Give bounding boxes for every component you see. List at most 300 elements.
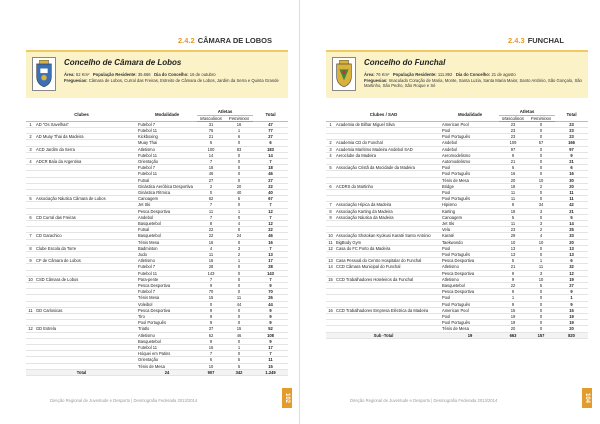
male-count: 4 [197,245,225,251]
info-box [326,50,588,98]
row-total: 46 [253,233,288,239]
female-count: 0 [225,282,253,288]
female-count: 0 [527,214,555,220]
male-count: 76 [197,127,225,133]
male-count: 22 [197,233,225,239]
male-count: 62 [197,196,225,202]
female-count: 11 [527,264,555,270]
male-count: 9 [197,338,225,344]
male-count: 16 [499,171,527,177]
row-total: 9 [555,301,588,307]
female-count: 0 [527,307,555,313]
male-count: 19 [499,314,527,320]
club-name: ACDRS do Martinho [335,183,441,189]
modality: Basquetebol [137,233,197,239]
male-count: 15 [197,295,225,301]
section-number: 2.4.3 [508,36,525,45]
female-count: 1 [225,127,253,133]
female-count: 5 [527,282,555,288]
female-count: 2 [527,227,555,233]
female-count: 0 [225,307,253,313]
club-name: CD Curral das Freiras [35,214,137,220]
male-count: 16 [197,239,225,245]
row-index: 12 [26,326,35,332]
coat-of-arms-icon [332,57,356,91]
female-count: 0 [225,314,253,320]
male-count: 9 [197,282,225,288]
female-count: 0 [527,295,555,301]
modality: Ténis de Mesa [441,326,499,332]
coat-of-arms-icon [32,57,56,91]
male-count: 21 [499,158,527,164]
modality: Canoagem [441,214,499,220]
total-row [326,332,588,338]
female-count: 0 [527,121,555,127]
female-count: 0 [225,202,253,208]
female-count: 5 [225,363,253,369]
header-male: Masculinos [197,115,225,121]
row-total: 19 [555,314,588,320]
modality: Vela [441,227,499,233]
row-total: 9 [555,289,588,295]
male-count: 23 [499,227,527,233]
female-count: 46 [225,332,253,338]
male-count: 8 [499,202,527,208]
row-index: 2 [326,140,335,146]
club-name: AD "Os Xavelhas" [35,121,137,127]
male-count: 9 [499,289,527,295]
male-count: 9 [197,320,225,326]
modality: Hóquei em Patins [137,351,197,357]
male-count: 97 [499,146,527,152]
row-total: 21 [555,208,588,214]
male-count: 9 [197,314,225,320]
row-total: 7 [253,214,288,220]
female-count: 5 [225,357,253,363]
modality: Futebol 11 [137,270,197,276]
modality: Canoagem [137,196,197,202]
page-number: 102 [282,388,292,408]
modality: Pesca Desportiva [137,282,197,288]
modality: Automodelismo [441,158,499,164]
row-total: 183 [253,146,288,152]
female-count: 4 [225,220,253,226]
row-total: 21 [555,158,588,164]
row-index: 11 [26,307,35,313]
male-count: 9 [499,152,527,158]
row-index: 5 [326,165,335,171]
header-modality: Modalidade [137,108,197,121]
row-index: 13 [326,258,335,264]
male-count: 37 [197,326,225,332]
male-count: 7 [197,214,225,220]
row-total: 77 [253,127,288,133]
female-count: 3 [527,208,555,214]
female-count: 2 [527,183,555,189]
row-total: 22 [253,227,288,233]
modality: Hipismo [441,202,499,208]
modality: Atletismo [441,276,499,282]
female-count: 0 [225,158,253,164]
row-index: 4 [26,158,35,164]
modality: Pesca Desportiva [441,289,499,295]
male-count: 109 [499,140,527,146]
female-count: 0 [527,189,555,195]
club-name: Associação Náutica Câmara de Lobos [35,196,137,202]
male-count: 18 [197,165,225,171]
row-total: 7 [253,245,288,251]
row-total: 14 [555,220,588,226]
row-total: 18 [253,165,288,171]
row-total: 46 [253,171,288,177]
box-title: Concelho de Câmara de Lobos [64,58,182,67]
modality: Kickboxing [137,134,197,140]
modality: Ginástica Rítmica [137,189,197,195]
male-count: 7 [197,351,225,357]
female-count: 0 [527,171,555,177]
footer-text: Direção Regional de Juventude e Desporto | Desmografia Federada 2013/2014 [50,398,198,403]
modality: American Pool [441,307,499,313]
row-index: 10 [326,233,335,239]
modality: Futebol 7 [137,264,197,270]
male-count: 11 [197,251,225,257]
female-count: 1 [527,258,555,264]
male-count: 5 [499,214,527,220]
row-total: 12 [253,208,288,214]
modality: Pool Português [441,320,499,326]
row-total: 22 [253,183,288,189]
club-name: CCD Câmara Municipal do Funchal [335,264,441,270]
female-count: 34 [527,202,555,208]
female-count: 5 [225,196,253,202]
row-total: 30 [555,177,588,183]
page-number: 104 [582,388,592,408]
female-count: 0 [225,270,253,276]
row-index: 10 [26,276,35,282]
row-index: 11 [326,239,335,245]
modality: Atletismo [137,146,197,152]
row-total: 19 [555,320,588,326]
row-total: 9 [253,307,288,313]
modality: Aeromodelismo [441,152,499,158]
male-count: 20 [499,177,527,183]
row-index: 6 [326,183,335,189]
header-modality: Modalidade [441,108,499,121]
modality: Futebol 11 [137,345,197,351]
total-label: Sub -Total [326,332,441,338]
male-count: 20 [499,326,527,332]
club-name: GD Carlosicas [35,307,137,313]
male-count: 46 [197,171,225,177]
modality: Pool Português [441,134,499,140]
male-count: 11 [499,189,527,195]
row-total: 27 [253,177,288,183]
modality: Andebol [441,146,499,152]
row-total: 40 [253,189,288,195]
row-total: 13 [555,245,588,251]
row-index: 8 [326,208,335,214]
male-count: 5 [499,258,527,264]
section-number: 2.4.2 [178,36,195,45]
modality: Voleibol [137,301,197,307]
row-index: 6 [26,214,35,220]
row-total: 16 [253,239,288,245]
modality: Pool [441,295,499,301]
modality: Futebol 7 [137,121,197,127]
row-total: 13 [253,251,288,257]
row-index: 7 [326,202,335,208]
club-count: 24 [137,369,197,375]
row-index: 4 [326,152,335,158]
female-count: 10 [527,177,555,183]
modality: Pesca Desportiva [441,270,499,276]
male-count: 11 [197,208,225,214]
row-index: 3 [326,146,335,152]
modality: Pool [441,189,499,195]
male-count: 70 [197,289,225,295]
row-total: 11 [253,357,288,363]
row-total: 26 [253,295,288,301]
male-count: 13 [499,245,527,251]
row-total: 1 [555,295,588,301]
row-total: 42 [555,202,588,208]
row-total: 6 [555,165,588,171]
male-count: 23 [499,127,527,133]
row-total: 11 [555,196,588,202]
male-count: 15 [499,307,527,313]
male-count: 6 [499,165,527,171]
row-total: 70 [253,289,288,295]
modality: Basquetebol [441,282,499,288]
female-count: 15 [225,326,253,332]
male-count: 62 [197,332,225,338]
male-count: 19 [499,320,527,326]
info-stats: Área: 52 Km² População Residente: 35.666 Dia do Concelho: 16 de outubro [64,72,216,77]
row-total: 16 [555,171,588,177]
club-name: ADCR Baía da Argentina [35,158,137,164]
club-name: CF de Câmara de Lobos [35,258,137,264]
female-count: 6 [225,134,253,140]
male-count: 0 [197,189,225,195]
row-total: 23 [555,127,588,133]
male-count: 28 [197,264,225,270]
row-total: 32 [555,264,588,270]
male-count: 0 [197,301,225,307]
modality: American Pool [441,121,499,127]
club-count: 19 [441,332,499,338]
club-name: Casa Pessoal do Centro Hospitalar do Funchal [335,258,441,264]
female-count: 10 [527,276,555,282]
female-count: 0 [527,152,555,158]
modality: Bridge [441,183,499,189]
row-index: 15 [326,276,335,282]
row-total: 25 [555,227,588,233]
male-count: 9 [499,276,527,282]
male-count: 9 [197,307,225,313]
female-count: 0 [225,351,253,357]
row-total: 9 [555,152,588,158]
row-total: 17 [253,345,288,351]
modality: Karaté [441,233,499,239]
row-total: 12 [253,220,288,226]
section-title: FUNCHAL [527,36,564,45]
male-count: 7 [197,276,225,282]
modality: Pool Português [441,171,499,177]
male-count: 14 [197,152,225,158]
right-page [300,0,600,424]
row-total: 28 [253,264,288,270]
info-stats: Área: 76 Km² População Residente: 111.892 Dia do Concelho: 21 de agosto [364,72,516,77]
modality: Orientação [137,357,197,363]
male-count: 16 [197,258,225,264]
male-count: 13 [499,251,527,257]
modality: Pool Português [137,320,197,326]
box-title: Concelho do Funchal [364,58,446,67]
club-name: ACD Jardim da Serra [35,146,137,152]
male-count: 23 [499,134,527,140]
club-name: AD Muay Thai da Madeira [35,134,137,140]
section-heading [178,36,272,45]
female-count: 1 [225,345,253,351]
male-count: 23 [499,121,527,127]
row-total: 20 [555,183,588,189]
female-count: 0 [225,171,253,177]
female-count: 11 [225,295,253,301]
row-total: 9 [253,314,288,320]
modality: Basquetebol [137,220,197,226]
female-total: 342 [225,369,253,375]
row-index: 16 [326,307,335,313]
modality: Ténis Mesa [137,239,197,245]
female-count: 0 [225,264,253,270]
info-parishes: Freguesias: Imaculado Coração de Maria, Monte, Santa Luzia, Santa Maria Maior, Santo António, São Gonçalo, São Martinho, São Pedro, São Roque e Sé [364,78,582,89]
male-count: 1 [499,295,527,301]
female-count: 0 [527,251,555,257]
female-count: 0 [527,158,555,164]
male-count: 6 [197,140,225,146]
footer-text: Direção Regional de Juventude e Desporto | Desmografia Federada 2013/2014 [350,398,498,403]
female-count: 10 [527,239,555,245]
club-name: CSD Câmara de Lobos [35,276,137,282]
club-name: Associação Hípica da Madeira [335,202,441,208]
row-total: 23 [555,121,588,127]
modality: Pesca Desportiva [137,208,197,214]
row-total: 5 [555,214,588,220]
modality: Andebol [441,140,499,146]
club-name: Casa do FC Porto da Madeira [335,245,441,251]
female-count: 0 [527,314,555,320]
male-count: 18 [499,183,527,189]
male-count: 11 [499,196,527,202]
row-total: 143 [253,270,288,276]
row-index: 9 [326,214,335,220]
modality: Jet Ski [137,202,197,208]
female-count: 0 [527,289,555,295]
club-name: Associação Cristã da Mocidade da Madeira [335,165,441,171]
female-count: 0 [225,227,253,233]
header-female: Femininos [225,115,253,121]
male-count: 2 [197,183,225,189]
club-name: CCD Trabalhadores Empresa Eléctrica da Madeira [335,307,441,313]
header-female: Femininos [527,115,555,121]
row-total: 27 [555,282,588,288]
row-index: 9 [26,258,35,264]
grand-total: 1.249 [253,369,288,375]
row-index: 2 [26,134,35,140]
male-count: 16 [197,345,225,351]
male-count: 6 [197,357,225,363]
modality: Pool [441,165,499,171]
row-index: 12 [326,245,335,251]
male-count: 22 [197,227,225,233]
row-total: 20 [555,239,588,245]
male-count: 11 [499,220,527,226]
club-name: Associação Shotokan Kyokusi Karaté Santo António [335,233,441,239]
total-row [26,369,288,375]
header-athletes: Atletas [499,108,555,115]
row-total: 17 [253,258,288,264]
modality: Pool Português [441,196,499,202]
modality: Muay Thai [137,140,197,146]
row-index: 8 [26,245,35,251]
modality: Basquetebol [137,338,197,344]
modality: Pool Português [441,301,499,307]
male-count: 100 [197,146,225,152]
female-count: 3 [527,220,555,226]
modality: Judo [137,251,197,257]
female-count: 2 [225,251,253,257]
female-count: 0 [527,127,555,133]
row-total: 12 [555,270,588,276]
female-count: 0 [527,196,555,202]
row-total: 52 [253,326,288,332]
club-name: Clube Escola da Torre [35,245,137,251]
modality: Andebol [137,214,197,220]
modality: Ténis Mesa [137,295,197,301]
female-count: 0 [527,320,555,326]
male-count: 9 [499,270,527,276]
modality: Ginástica Aeróbica Desportiva [137,183,197,189]
total-label: Total [26,369,137,375]
modality: Atletismo [441,264,499,270]
modality: Atletismo [137,258,197,264]
club-name: CCD Trabalhadores Hoteleiros da Funchal [335,276,441,282]
female-count: 57 [527,140,555,146]
club-name: Academia Marítimo Madeira Andebol SAD [335,146,441,152]
club-name: Academia de Bilhar Miguel Silva [335,121,441,127]
modality: Ténis de Mesa [441,177,499,183]
female-total: 157 [527,332,555,338]
female-count: 0 [225,177,253,183]
male-count: 18 [499,208,527,214]
female-count: 0 [225,320,253,326]
section-title: CÂMARA DE LOBOS [197,36,272,45]
female-count: 24 [225,233,253,239]
clubs-table [326,108,588,339]
modality: Pool [441,314,499,320]
header-athletes: Atletas [197,108,253,115]
club-name: Associação Náutica da Madeira [335,214,441,220]
row-total: 20 [555,326,588,332]
female-count: 0 [527,326,555,332]
header-total: Total [555,108,588,121]
male-count: 21 [499,264,527,270]
female-count: 3 [527,270,555,276]
modality: Futebol 7 [137,165,197,171]
header-clubs: Clubes / SAD [326,108,441,121]
club-name: CD Garachico [35,233,137,239]
row-total: 108 [253,332,288,338]
